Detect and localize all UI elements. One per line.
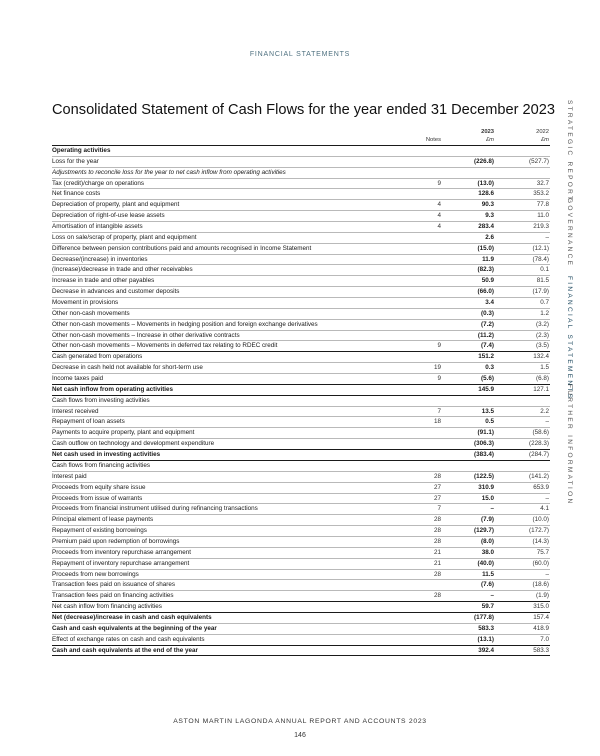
row-value-2023: (8.0) [481, 537, 494, 545]
row-note: 21 [433, 548, 441, 556]
row-value-2022: 157.4 [533, 613, 549, 621]
row-note: 28 [433, 537, 441, 545]
row-label: Cash outflow on technology and development expenditure [52, 440, 215, 448]
row-label: Proceeds from issue of warrants [52, 494, 143, 502]
row-label: Tax (credit)/charge on operations [52, 179, 145, 187]
row-value-2023: (7.2) [481, 320, 494, 328]
row-value-2022: – [545, 233, 549, 241]
row-value-2023: (40.0) [477, 559, 494, 567]
row-value-2022: (3.5) [536, 342, 549, 350]
row-value-2022: (6.8) [536, 375, 549, 383]
table-row [52, 580, 550, 591]
row-value-2022: 315.0 [533, 603, 549, 611]
row-value-2023: 145.9 [478, 385, 494, 393]
row-value-2023: (129.7) [474, 527, 494, 535]
notes-column-header: Notes [425, 137, 441, 143]
row-note: 27 [433, 483, 441, 491]
side-nav-governance[interactable]: GOVERNANCE [566, 198, 573, 268]
row-label: Net cash used in investing activities [52, 451, 161, 459]
table-row [52, 211, 550, 222]
row-label: Cash flows from investing activities [52, 396, 150, 404]
row-value-2023: 2.6 [485, 233, 494, 241]
row-note: 28 [433, 527, 441, 535]
row-label: Operating activities [52, 147, 111, 154]
table-row [52, 613, 550, 624]
row-label: Cash generated from operations [52, 353, 143, 361]
row-value-2023: 310.9 [478, 483, 494, 491]
report-footer: ASTON MARTIN LAGONDA ANNUAL REPORT AND ACCOUNTS 2023 [173, 718, 427, 725]
table-row [52, 287, 550, 298]
row-label: Interest paid [52, 472, 87, 480]
row-note: 28 [433, 516, 441, 524]
row-value-2023: 0.3 [485, 364, 494, 372]
cash-flow-table [52, 128, 550, 656]
row-value-2023: 0.5 [485, 418, 494, 426]
row-value-2023: 50.9 [481, 277, 494, 285]
page-title: Consolidated Statement of Cash Flows for the year ended 31 December 2023 [52, 102, 555, 118]
row-value-2022: 0.7 [540, 299, 549, 307]
row-note: 9 [437, 179, 441, 187]
row-label: Cash and cash equivalents at the beginning of the year [52, 624, 217, 632]
row-value-2022: (14.3) [532, 537, 549, 545]
row-value-2023: 59.7 [481, 603, 494, 611]
table-row [52, 548, 550, 559]
row-label: Difference between pension contributions paid and amounts recognised in Income Statement [52, 244, 312, 252]
row-label: Payments to acquire property, plant and equipment [52, 429, 195, 437]
row-label: Increase in trade and other payables [52, 277, 155, 285]
table-row [52, 298, 550, 309]
table-row [52, 483, 550, 494]
table-row [52, 352, 550, 363]
table-row [52, 222, 550, 233]
row-value-2022: (17.9) [532, 288, 549, 296]
row-value-2023: (0.3) [481, 309, 494, 317]
row-label: Principal element of lease payments [52, 516, 154, 524]
table-row [52, 461, 550, 472]
row-value-2023: 583.3 [478, 624, 494, 632]
row-label: Transaction fees paid on financing activities [52, 592, 174, 600]
table-row [52, 320, 550, 331]
row-label: Cash and cash equivalents at the end of the year [52, 646, 198, 654]
row-value-2022: – [545, 418, 549, 426]
row-note: 4 [437, 201, 441, 209]
row-value-2022: 1.5 [540, 364, 549, 372]
row-value-2022: (3.2) [536, 320, 549, 328]
row-value-2022: (12.1) [532, 244, 549, 252]
table-row [52, 146, 550, 157]
row-value-2022: 11.0 [537, 212, 549, 220]
table-row [52, 276, 550, 287]
row-label: Cash flows from financing activities [52, 461, 150, 469]
table-row [52, 450, 550, 461]
row-label: Loss on sale/scrap of property, plant and equipment [52, 233, 197, 241]
table-row [52, 244, 550, 255]
table-row [52, 385, 550, 396]
table-row [52, 189, 550, 200]
row-note: 4 [437, 212, 441, 220]
row-value-2023: (15.0) [477, 244, 494, 252]
row-label: Interest received [52, 407, 99, 415]
row-note: 4 [437, 223, 441, 231]
row-note: 9 [437, 375, 441, 383]
row-value-2023: 15.0 [481, 494, 494, 502]
table-row [52, 255, 550, 266]
row-value-2023: (66.0) [477, 288, 494, 296]
table-row [52, 602, 550, 613]
row-value-2022: 7.0 [540, 635, 549, 643]
row-label: Transaction fees paid on issuance of shares [52, 581, 175, 589]
table-row [52, 200, 550, 211]
row-value-2022: (18.6) [532, 581, 549, 589]
row-value-2022: 353.2 [533, 190, 549, 198]
row-value-2022: (228.3) [529, 440, 549, 448]
table-row [52, 428, 550, 439]
row-label: Effect of exchange rates on cash and cash equivalents [52, 635, 205, 643]
row-value-2022: (527.7) [529, 157, 549, 165]
row-value-2023: (122.5) [474, 472, 494, 480]
row-label: Decrease in cash held not available for short-term use [52, 364, 203, 372]
row-value-2023: (82.3) [477, 266, 494, 274]
row-value-2023: 11.5 [482, 570, 494, 578]
row-value-2023: 392.4 [478, 646, 494, 654]
row-label: Decrease/(increase) in inventories [52, 255, 148, 263]
row-label: Net finance costs [52, 190, 101, 198]
table-row [52, 179, 550, 190]
row-value-2022: 4.1 [540, 505, 549, 513]
row-value-2023: 128.6 [478, 190, 494, 198]
table-row [52, 504, 550, 515]
page-number: 146 [294, 732, 306, 739]
row-value-2023: (13.0) [477, 179, 494, 187]
row-label: Other non-cash movements – Increase in other derivative contracts [52, 331, 240, 339]
row-note: 18 [433, 418, 441, 426]
row-label: Net cash inflow from operating activities [52, 385, 174, 393]
unit-2023-header: £m [485, 137, 494, 143]
row-value-2023: 151.2 [478, 353, 494, 361]
row-label: Other non-cash movements – Movements in deferred tax relating to RDEC credit [52, 342, 278, 350]
row-label: Other non-cash movements – Movements in hedging position and foreign exchange derivatives [52, 320, 318, 328]
row-value-2022: 127.1 [533, 385, 549, 393]
row-value-2023: (91.1) [477, 429, 494, 437]
table-row [52, 494, 550, 505]
row-label: Proceeds from financial instrument utilised during refinancing transactions [52, 505, 258, 513]
table-row [52, 396, 550, 407]
table-body [52, 146, 550, 656]
row-label: Proceeds from inventory repurchase arrangement [52, 548, 191, 556]
row-label: Proceeds from equity share issue [52, 483, 146, 491]
table-row [52, 157, 550, 168]
table-row [52, 363, 550, 374]
table-row [52, 515, 550, 526]
row-label: Decrease in advances and customer deposits [52, 288, 180, 296]
row-value-2023: 13.5 [481, 407, 494, 415]
row-note: 27 [433, 494, 441, 502]
table-row [52, 341, 550, 352]
table-row [52, 407, 550, 418]
row-value-2022: 77.8 [536, 201, 549, 209]
year-2023-header: 2023 [481, 129, 494, 135]
row-label: Premium paid upon redemption of borrowings [52, 537, 180, 545]
table-row [52, 417, 550, 428]
row-value-2022: 32.7 [536, 179, 549, 187]
row-value-2023: 38.0 [481, 548, 494, 556]
side-nav-further-information[interactable]: FURTHER INFORMATION [566, 384, 573, 506]
row-value-2023: – [490, 505, 494, 513]
table-row [52, 168, 550, 179]
table-row [52, 309, 550, 320]
row-value-2023: 283.4 [478, 223, 494, 231]
unit-2022-header: £m [540, 137, 549, 143]
row-note: 19 [433, 364, 441, 372]
row-value-2022: (141.2) [529, 472, 549, 480]
table-row [52, 233, 550, 244]
row-note: 28 [433, 592, 441, 600]
row-value-2023: (13.1) [477, 635, 494, 643]
row-value-2022: 1.2 [540, 309, 549, 317]
row-value-2022: (60.0) [532, 559, 549, 567]
row-label: Loss for the year [52, 157, 99, 165]
row-value-2023: – [490, 592, 494, 600]
row-value-2022: 75.7 [536, 548, 549, 556]
row-label: Income taxes paid [52, 375, 104, 383]
row-value-2022: – [545, 494, 549, 502]
row-label: Amortisation of intangible assets [52, 223, 143, 231]
row-value-2022: (1.9) [536, 592, 549, 600]
row-value-2023: (7.9) [481, 516, 494, 524]
row-value-2023: (11.2) [477, 331, 494, 339]
row-label: Repayment of inventory repurchase arrangement [52, 559, 190, 567]
row-value-2022: (10.0) [532, 516, 549, 524]
row-value-2022: 653.9 [533, 483, 549, 491]
row-value-2023: (177.8) [474, 613, 494, 621]
row-value-2023: (5.6) [481, 375, 494, 383]
row-value-2023: (7.4) [481, 342, 494, 350]
side-nav-strategic-report[interactable]: STRATEGIC REPORT [566, 100, 573, 203]
row-note: 28 [433, 570, 441, 578]
row-value-2022: (284.7) [529, 451, 549, 459]
row-label: Other non-cash movements [52, 309, 130, 317]
row-label: Proceeds from new borrowings [52, 570, 139, 578]
row-label: (Increase)/decrease in trade and other receivables [52, 266, 193, 274]
row-label: Movement in provisions [52, 299, 119, 307]
table-row [52, 374, 550, 385]
row-value-2022: (2.3) [536, 331, 549, 339]
year-2022-header: 2022 [536, 129, 549, 135]
row-value-2022: 418.9 [533, 624, 549, 632]
table-row [52, 635, 550, 646]
row-label: Depreciation of property, plant and equipment [52, 201, 180, 209]
table-row [52, 439, 550, 450]
table-row [52, 591, 550, 602]
table-row [52, 472, 550, 483]
row-note: 21 [433, 559, 441, 567]
running-head: FINANCIAL STATEMENTS [249, 51, 351, 58]
table-row [52, 331, 550, 342]
row-value-2023: 90.3 [481, 201, 494, 209]
row-value-2022: (78.4) [532, 255, 549, 263]
table-row [52, 570, 550, 581]
row-value-2022: (172.7) [529, 527, 549, 535]
row-value-2023: (306.3) [474, 440, 494, 448]
row-value-2022: 132.4 [533, 353, 549, 361]
table-row [52, 537, 550, 548]
row-value-2022: 0.1 [540, 266, 549, 274]
row-value-2023: (7.6) [481, 581, 494, 589]
table-row [52, 526, 550, 537]
table-column-header [52, 128, 550, 146]
row-label: Depreciation of right-of-use lease assets [52, 212, 165, 220]
row-value-2023: 3.4 [485, 299, 494, 307]
row-note: 7 [437, 407, 441, 415]
row-label: Adjustments to reconcile loss for the year to net cash inflow from operating activities [52, 168, 286, 176]
table-row [52, 265, 550, 276]
row-label: Repayment of existing borrowings [52, 527, 147, 535]
row-note: 28 [433, 472, 441, 480]
row-note: 7 [437, 505, 441, 513]
row-value-2023: 11.9 [482, 255, 494, 263]
row-value-2022: 81.5 [536, 277, 549, 285]
row-value-2022: – [545, 570, 549, 578]
row-value-2022: (58.6) [532, 429, 549, 437]
row-label: Net cash inflow from financing activities [52, 603, 162, 611]
row-note: 9 [437, 342, 441, 350]
row-label: Net (decrease)/increase in cash and cash equivalents [52, 613, 212, 621]
row-value-2023: 9.3 [485, 212, 494, 220]
row-value-2023: (226.8) [474, 157, 494, 165]
table-row [52, 646, 550, 657]
row-value-2022: 2.2 [540, 407, 549, 415]
row-value-2022: 583.3 [533, 646, 549, 654]
side-nav-financial-statements[interactable]: FINANCIAL STATEMENTS [566, 276, 573, 401]
table-row [52, 559, 550, 570]
row-value-2022: 219.3 [533, 223, 549, 231]
row-label: Repayment of loan assets [52, 418, 125, 426]
row-value-2023: (383.4) [474, 451, 494, 459]
table-row [52, 624, 550, 635]
